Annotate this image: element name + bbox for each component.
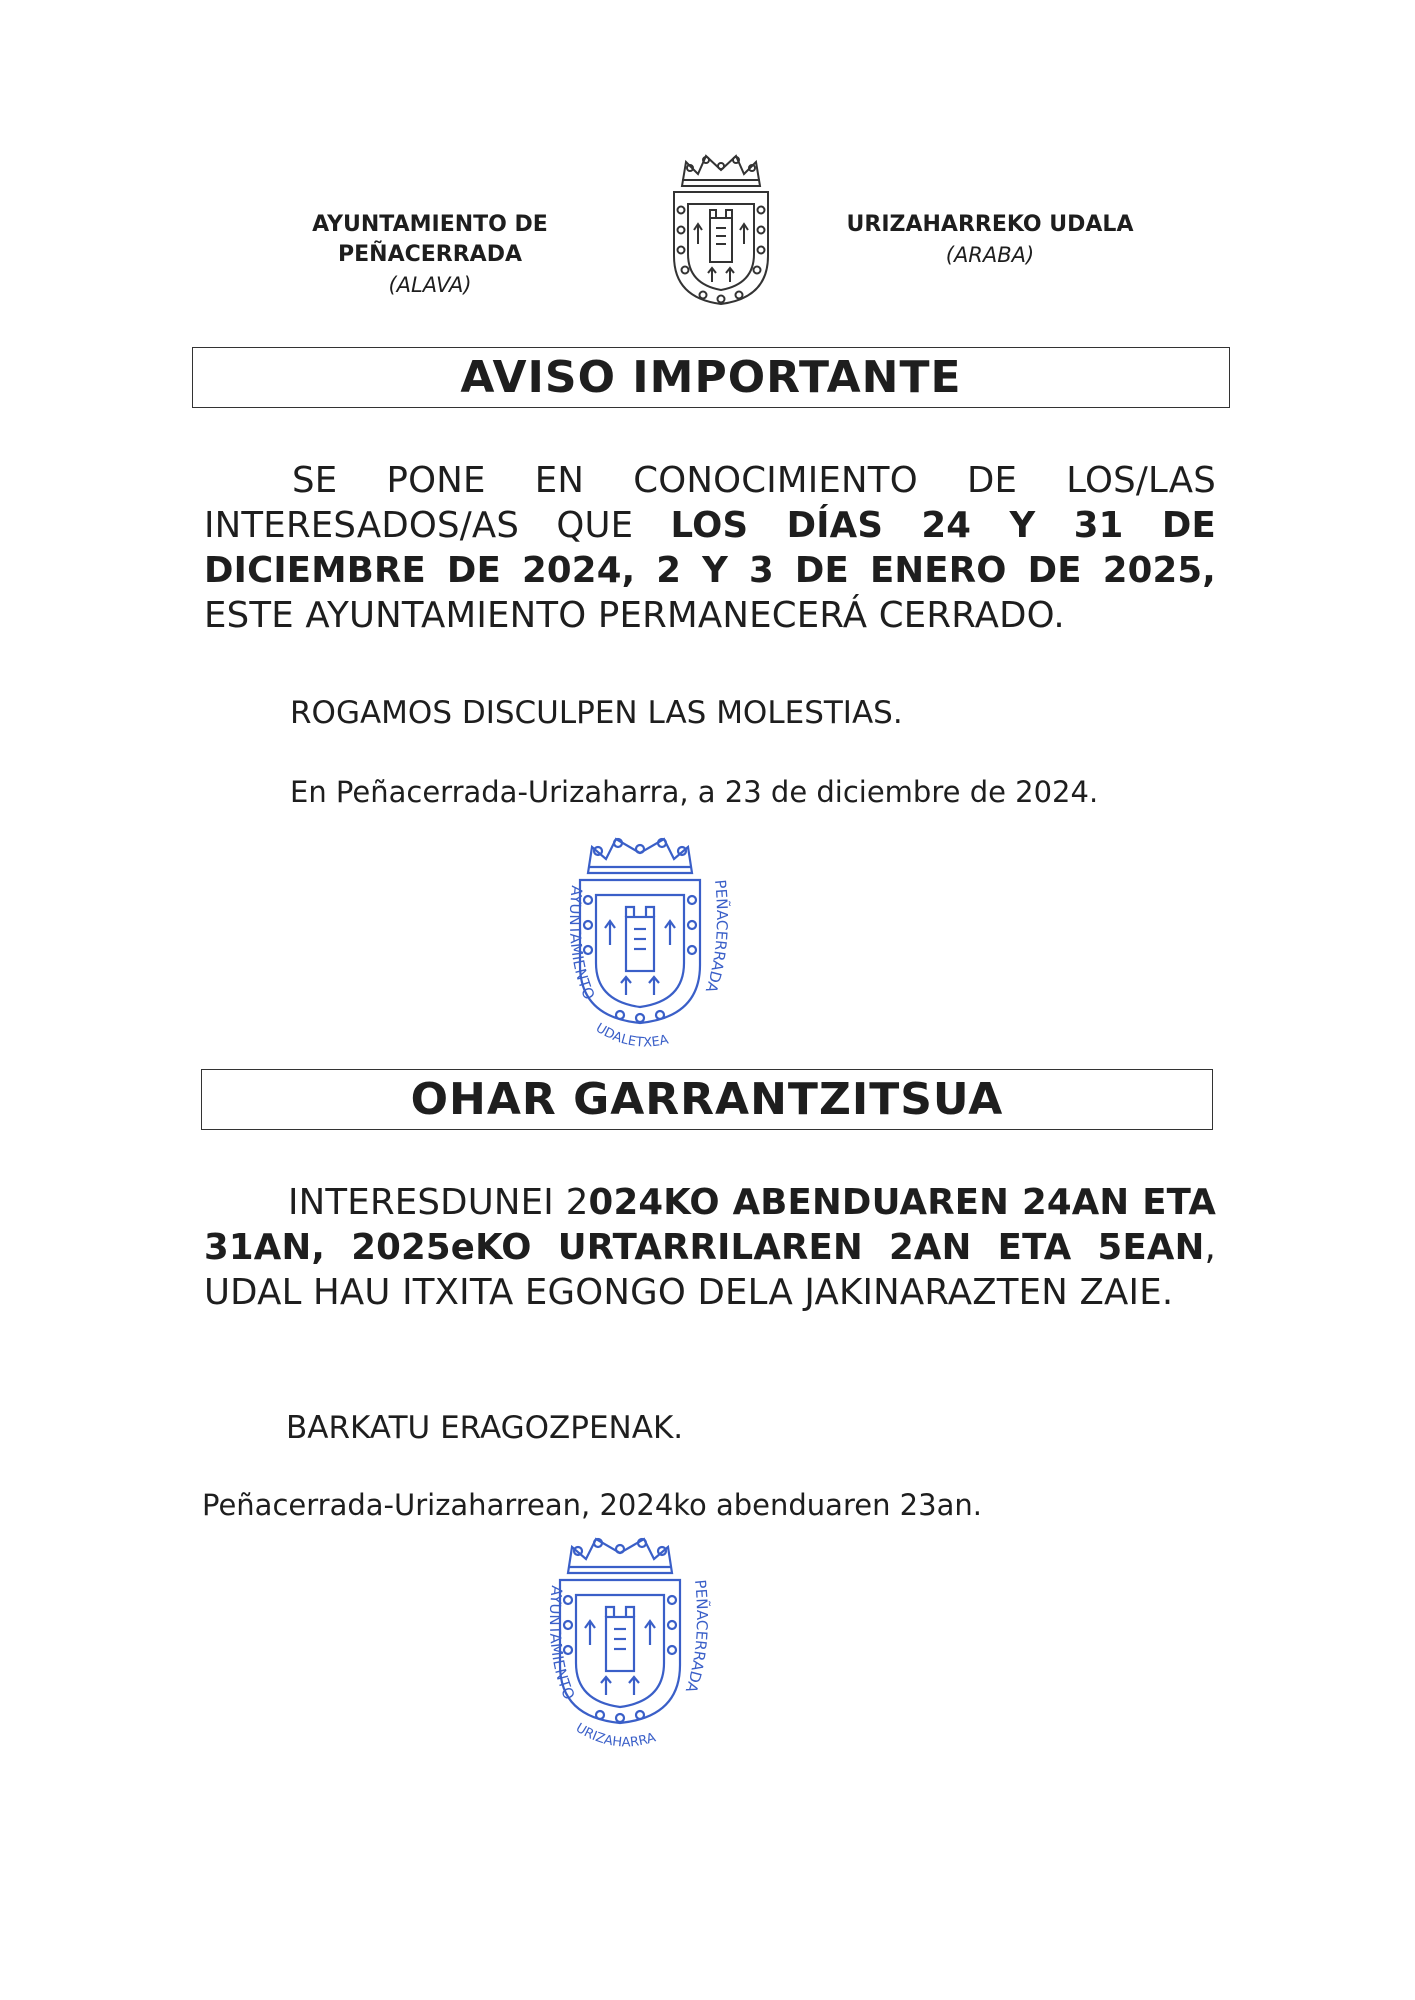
notice-title-eu <box>201 1069 1213 1130</box>
stamp-text-bottom: UDALETXEA <box>592 1020 670 1051</box>
coat-of-arms-icon <box>668 148 774 308</box>
apology-es: ROGAMOS DISCULPEN LAS MOLESTIAS. <box>290 695 903 731</box>
stamp-text-right: PEÑACERRADA <box>681 1578 712 1695</box>
notice-dates-eu: 024KO ABENDUAREN 24AN ETA 31AN, 2025eKO URTARRILAREN 2AN ETA 5EAN <box>204 1182 1217 1268</box>
header-right <box>840 210 1140 270</box>
stamp-text-left: AYUNTAMIENTO <box>565 884 599 1003</box>
municipality-name-eu: URIZAHARREKO UDALA <box>846 212 1134 237</box>
svg-text:AYUNTAMIENTO <box>546 1585 578 1703</box>
svg-text:UDALETXEA <box>593 1021 670 1051</box>
signature-date-eu: Peñacerrada-Urizaharrean, 2024ko abenduaren 23an. <box>202 1488 982 1522</box>
stamp-text-left: AYUNTAMIENTO <box>545 1584 579 1703</box>
apology-eu: BARKATU ERAGOZPENAK. <box>286 1410 684 1446</box>
notice-body-es-closing: ESTE AYUNTAMIENTO PERMANECERÁ CERRADO. <box>204 595 1065 636</box>
header-left <box>230 210 630 300</box>
notice-body-eu-intro: INTERESDUNEI 2 <box>288 1182 589 1223</box>
official-stamp <box>520 1525 720 1765</box>
notice-title-es <box>192 347 1230 408</box>
notice-body-es-intro: SE PONE EN CONOCIMIENTO DE LOS/LAS INTERESADOS/AS QUE <box>204 460 1216 546</box>
notice-title-es-text: AVISO IMPORTANTE <box>460 352 962 403</box>
stamp-text-bottom: URIZAHARRA <box>572 1720 658 1751</box>
municipality-name-es: AYUNTAMIENTO DE PEÑACERRADA <box>312 212 548 267</box>
notice-body-es <box>204 458 1216 638</box>
svg-text:PEÑACERRADA <box>702 879 732 996</box>
province-name-eu: (ARABA) <box>945 243 1035 267</box>
official-stamp <box>540 825 740 1065</box>
svg-text:PEÑACERRADA <box>682 1579 712 1696</box>
svg-text:URIZAHARRA <box>573 1721 658 1751</box>
notice-title-eu-text: OHAR GARRANTZITSUA <box>410 1074 1004 1125</box>
signature-date-es: En Peñacerrada-Urizaharra, a 23 de diciembre de 2024. <box>290 775 1099 809</box>
province-name-es: (ALAVA) <box>388 273 472 297</box>
svg-text:AYUNTAMIENTO <box>566 885 598 1003</box>
notice-dates-es: LOS DÍAS 24 Y 31 DE DICIEMBRE DE 2024, 2 Y 3 DE ENERO DE 2025, <box>204 505 1216 591</box>
stamp-text-right: PEÑACERRADA <box>701 878 732 995</box>
notice-body-eu-closing: , UDAL HAU ITXITA EGONGO DELA JAKINARAZTEN ZAIE. <box>204 1227 1216 1313</box>
notice-body-eu <box>204 1180 1216 1315</box>
